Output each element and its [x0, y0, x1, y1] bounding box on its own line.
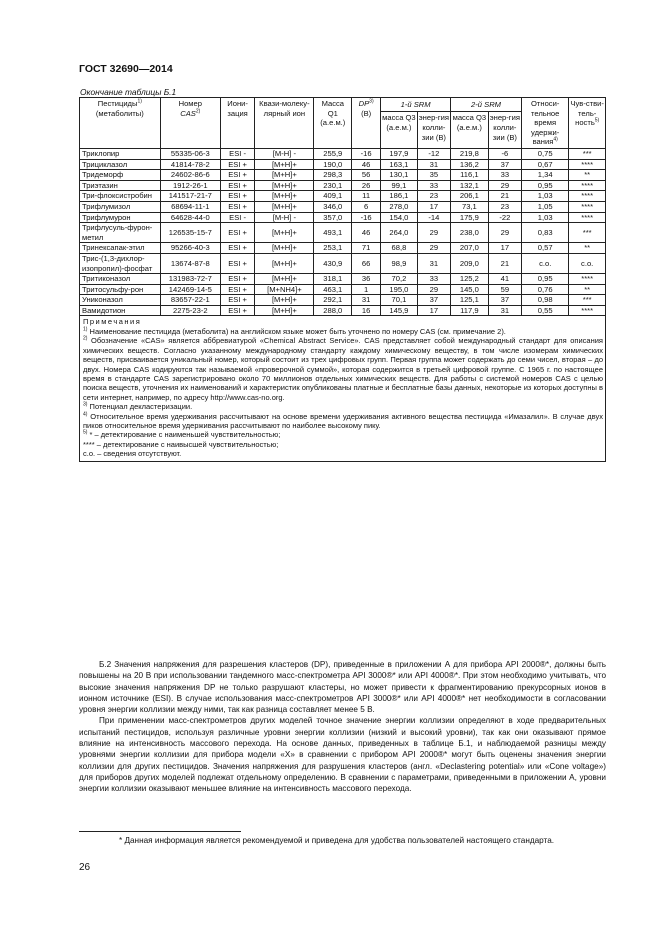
cell-eb: 59 [488, 284, 521, 295]
cell-ea: 33 [417, 274, 450, 285]
cell-dp: 66 [352, 253, 381, 273]
cell-q3b: 207,0 [451, 243, 489, 254]
srm2-mass-q3-header: масса Q3 (а.е.м.) [451, 112, 489, 149]
cell-sens: *** [569, 148, 606, 159]
cell-sens: **** [569, 180, 606, 191]
cell-quasi: [M+H]+ [255, 180, 314, 191]
cell-quasi: [M-H] - [255, 148, 314, 159]
cell-cas: 1912-26-1 [160, 180, 220, 191]
cell-cas: 55335-06-3 [160, 148, 220, 159]
cell-ion: ESI + [220, 243, 254, 254]
cell-eb: 21 [488, 253, 521, 273]
note-5c: с.о. – сведения отсутствуют. [83, 449, 182, 459]
cell-sens: **** [569, 201, 606, 212]
cell-name: Триклопир [80, 148, 161, 159]
cell-q3a: 186,1 [381, 191, 418, 202]
cell-mass: 253,1 [314, 243, 352, 254]
cell-name: Трифлумурон [80, 212, 161, 223]
cell-name: Три-флоксистробин [80, 191, 161, 202]
pesticide-table [79, 97, 606, 462]
cell-dp: 26 [352, 180, 381, 191]
cell-q3b: 206,1 [451, 191, 489, 202]
cell-mass: 493,1 [314, 223, 352, 243]
cell-q3b: 238,0 [451, 223, 489, 243]
col-retention-header [522, 98, 569, 149]
cell-dp: 36 [352, 274, 381, 285]
cell-q3a: 99,1 [381, 180, 418, 191]
cell-ea: 17 [417, 201, 450, 212]
table-caption: Окончание таблицы Б.1 [80, 87, 177, 97]
table-notes [80, 316, 606, 461]
cell-ea: 37 [417, 295, 450, 306]
table-row [80, 295, 606, 306]
col-cas-header [160, 98, 220, 149]
cell-mass: 298,3 [314, 170, 352, 181]
cell-cas: 2275-23-2 [160, 305, 220, 316]
table-row [80, 253, 606, 273]
paragraph-b2: Б.2 Значения напряжения для разрешения кластеров (DP), приведенные в приложении А для прибора API 2000®*, должны быть повышены на 20 В при использовании тандемного масс-спектрометра API 3000®* или API 4000®*. При этом необходимо учитывать, что высокие значения напряжения DP не только разрушают кластеры, но может привести к фрагментированию прекурсорных ионов в ионном источнике (ESI). В случае использования масс-спектрометров API 3000®* или API 4000®* нет необходимости в согласовании уровня энергии коллизии между ними, так как разница составляет менее 5 В. [79, 660, 606, 715]
cell-rt: 0,95 [522, 274, 569, 285]
footnote-rule [79, 831, 241, 832]
cell-q3b: 145,0 [451, 284, 489, 295]
table-row [80, 159, 606, 170]
cell-ion: ESI + [220, 284, 254, 295]
col-sensitivity-label: Чув-стви-тель-ность [570, 99, 604, 128]
cell-mass: 409,1 [314, 191, 352, 202]
cell-dp: 46 [352, 159, 381, 170]
footnote-ref-3: 3) [369, 98, 374, 105]
table-row [80, 274, 606, 285]
cell-q3b: 73,1 [451, 201, 489, 212]
srm1-mass-q3-header: масса Q3 (а.е.м.) [381, 112, 418, 149]
cell-mass: 255,9 [314, 148, 352, 159]
cell-ion: ESI + [220, 253, 254, 273]
cell-mass: 292,1 [314, 295, 352, 306]
cell-cas: 141517-21-7 [160, 191, 220, 202]
table-row [80, 284, 606, 295]
cell-q3a: 70,1 [381, 295, 418, 306]
table-row [80, 191, 606, 202]
cell-dp: 71 [352, 243, 381, 254]
cell-q3b: 219,8 [451, 148, 489, 159]
table-row [80, 180, 606, 191]
cell-cas: 13674-87-8 [160, 253, 220, 273]
footnote-ref-2: 2) [195, 108, 201, 115]
cell-ion: ESI + [220, 191, 254, 202]
cell-cas: 131983-72-7 [160, 274, 220, 285]
standard-header: ГОСТ 32690—2014 [79, 63, 173, 75]
col-pesticide-label: Пестициды [97, 99, 138, 108]
cell-quasi: [M+H]+ [255, 201, 314, 212]
cell-q3a: 197,9 [381, 148, 418, 159]
col-dp-unit: (В) [361, 108, 372, 118]
srm1-label: 1-й SRM [400, 99, 431, 109]
cell-mass: 318,1 [314, 274, 352, 285]
cell-cas: 142469-14-5 [160, 284, 220, 295]
note-2: $^{2)}$ Обозначение «CAS» является аббревиатурой «Chemical Abstract Service». CAS представляет собой международный стандарт для описания химических веществ. Согласно указанному международному стандарту каждому химическому веществу, в том числе изомерам химических веществ, присваивается уникальный номер, который состоит из трех цифровых групп. Первая группа может содержать до семи чисел, вторая – до двух. Номера CAS кодируются так называемой «проверочной суммой», которая содержится в третьей цифровой группе. С 1965 г. по настоящее время в стандарте CAS зарегистрировано около 70 миллионов отдельных химических веществ. Для работы с системой номеров CAS с целью поиска веществ, уточнения их наименований и характеристик опубликованы платные и бесплатные базы данных, некоторые из которых доступны в сети интернет, например, по адресу http://www.cas-no.org. [83, 335, 603, 402]
cell-quasi: [M+H]+ [255, 170, 314, 181]
cell-sens: с.о. [569, 253, 606, 273]
notes-row [80, 316, 606, 461]
cell-rt: 0,98 [522, 295, 569, 306]
cell-eb: 23 [488, 201, 521, 212]
cell-name: Трис-(1,3-дихлор-изопропил)-фосфат [80, 253, 161, 273]
col-retention-label: Относи-тельное время удержи-вания [530, 99, 560, 147]
cell-q3a: 130,1 [381, 170, 418, 181]
cell-q3b: 209,0 [451, 253, 489, 273]
cell-q3a: 264,0 [381, 223, 418, 243]
srm1-header [381, 98, 451, 112]
cell-quasi: [M+H]+ [255, 295, 314, 306]
col-sensitivity-header [569, 98, 606, 149]
cell-ion: ESI + [220, 305, 254, 316]
col-cas-label: Номер [178, 99, 202, 108]
cell-quasi: [M+H]+ [255, 243, 314, 254]
note-5b: **** – детектирование с наивысшей чувствительностью; [83, 439, 279, 449]
cell-eb: 17 [488, 243, 521, 254]
col-mass-q1-header: Масса Q1 (а.е.м.) [314, 98, 352, 149]
cell-ion: ESI - [220, 212, 254, 223]
col-dp-label: DP [358, 99, 370, 108]
cell-eb: 21 [488, 191, 521, 202]
table-row [80, 148, 606, 159]
table-row [80, 212, 606, 223]
cell-eb: 37 [488, 295, 521, 306]
cell-quasi: [M+H]+ [255, 223, 314, 243]
cell-cas: 24602-86-6 [160, 170, 220, 181]
cell-rt: 0,57 [522, 243, 569, 254]
cell-cas: 95266-40-3 [160, 243, 220, 254]
cell-quasi: [M+H]+ [255, 274, 314, 285]
cell-dp: 56 [352, 170, 381, 181]
cell-ea: 31 [417, 253, 450, 273]
footnote-ref-1: 1) [137, 98, 142, 105]
cell-rt: 0,75 [522, 148, 569, 159]
page-number: 26 [79, 862, 91, 873]
note-5: $^{5)}$ * – детектирование с наименьшей чувствительностью; [83, 429, 281, 440]
cell-ea: -12 [417, 148, 450, 159]
cell-rt: 0,67 [522, 159, 569, 170]
cell-dp: 16 [352, 305, 381, 316]
cell-rt: 1,34 [522, 170, 569, 181]
cell-mass: 346,0 [314, 201, 352, 212]
table-row [80, 305, 606, 316]
cell-q3b: 132,1 [451, 180, 489, 191]
cell-name: Тринексапак-этил [80, 243, 161, 254]
cell-rt: 0,55 [522, 305, 569, 316]
cell-sens: **** [569, 305, 606, 316]
cell-eb: 37 [488, 159, 521, 170]
cell-eb: 29 [488, 223, 521, 243]
cell-ea: 29 [417, 284, 450, 295]
cell-ea: 29 [417, 243, 450, 254]
body-text [79, 659, 606, 795]
cell-rt: с.о. [522, 253, 569, 273]
cell-name: Трифлусуль-фурон-метил [80, 223, 161, 243]
cell-dp: -16 [352, 148, 381, 159]
cell-name: Тритосульфу-рон [80, 284, 161, 295]
cell-name: Тритиконазол [80, 274, 161, 285]
cell-cas: 41814-78-2 [160, 159, 220, 170]
cell-dp: -16 [352, 212, 381, 223]
footnote-ref-4: 4) [553, 136, 558, 143]
cell-rt: 0,83 [522, 223, 569, 243]
cell-sens: ** [569, 243, 606, 254]
col-quasi-ion-header: Квази-молеку-лярный ион [255, 98, 314, 149]
cell-quasi: [M+H]+ [255, 305, 314, 316]
cell-name: Вамидотион [80, 305, 161, 316]
cell-name: Триэтазин [80, 180, 161, 191]
cell-mass: 288,0 [314, 305, 352, 316]
cell-dp: 1 [352, 284, 381, 295]
notes-title: Примечания [83, 317, 142, 327]
cell-rt: 1,03 [522, 191, 569, 202]
cell-ea: 29 [417, 223, 450, 243]
cell-sens: **** [569, 191, 606, 202]
table-row [80, 243, 606, 254]
note-1: $^{1)}$ Наименование пестицида (метаболита) на английском языке может быть уточнено по номеру CAS (см. примечание 2). [83, 326, 506, 336]
cell-name: Трифлумизол [80, 201, 161, 212]
cell-dp: 31 [352, 295, 381, 306]
cell-name: Тридеморф [80, 170, 161, 181]
cell-cas: 64628-44-0 [160, 212, 220, 223]
cell-rt: 0,95 [522, 180, 569, 191]
cell-q3b: 117,9 [451, 305, 489, 316]
cell-ea: 31 [417, 159, 450, 170]
cell-eb: 33 [488, 170, 521, 181]
table-row [80, 223, 606, 243]
cell-eb: 41 [488, 274, 521, 285]
footnote-ref-5: 5) [594, 117, 600, 124]
cell-quasi: [M+H]+ [255, 253, 314, 273]
cell-q3b: 175,9 [451, 212, 489, 223]
cell-q3a: 98,9 [381, 253, 418, 273]
cell-sens: ** [569, 284, 606, 295]
cell-q3a: 145,9 [381, 305, 418, 316]
col-dp-header [352, 98, 381, 149]
paragraph-2: При применении масс-спектрометров других моделей точное значение энергии коллизии определяют в ходе предварительных испытаний пестицидов, используя различные уровни энергии коллизии (низкий и высокий уровни), так как они оказывают прямое влияние на интенсивность массового перехода. На основе данных, приведенных в таблице Б.1, и наблюдаемой разницы между уровнями энергии коллизии для прибора модели «X» в сравнении с прибором API 2000®* могут быть оценены значения энергии коллизии для других пестицидов. Значения напряжения для разрушения кластеров (англ. «Declastering potential» или «Cone voltage») для приборов других моделей подлежат отдельному определению. В сравнении с параметрами, приведенными в приложении А, уровни энергии коллизии оказывают меньшее влияние на интенсивность массового перехода. [79, 716, 606, 794]
cell-sens: **** [569, 274, 606, 285]
cell-ea: 23 [417, 191, 450, 202]
srm1-energy-header: энер-гия колли-зии (В) [417, 112, 450, 149]
cell-q3a: 163,1 [381, 159, 418, 170]
cell-eb: 29 [488, 180, 521, 191]
col-cas-sub: CAS [180, 108, 196, 118]
cell-mass: 190,0 [314, 159, 352, 170]
cell-ea: 33 [417, 180, 450, 191]
cell-name: Униконазол [80, 295, 161, 306]
cell-eb: 31 [488, 305, 521, 316]
cell-ion: ESI + [220, 274, 254, 285]
srm2-energy-header: энер-гия колли-зии (В) [488, 112, 521, 149]
note-4: $^{4)}$ Относительное время удерживания рассчитывают на основе времени удерживания активного вещества пестицида «Имазалил». В случае двух пиков относительное время удерживания рассчитывают по наиболее высокому пику. [83, 411, 604, 430]
cell-rt: 1,03 [522, 212, 569, 223]
cell-q3b: 136,2 [451, 159, 489, 170]
cell-q3a: 154,0 [381, 212, 418, 223]
cell-cas: 68694-11-1 [160, 201, 220, 212]
cell-eb: -6 [488, 148, 521, 159]
cell-q3b: 125,1 [451, 295, 489, 306]
col-pesticide-header [80, 98, 161, 149]
cell-rt: 1,05 [522, 201, 569, 212]
cell-quasi: [M+H]+ [255, 159, 314, 170]
cell-ion: ESI - [220, 148, 254, 159]
cell-sens: **** [569, 212, 606, 223]
cell-mass: 463,1 [314, 284, 352, 295]
cell-sens: *** [569, 295, 606, 306]
cell-name: Трициклазол [80, 159, 161, 170]
table-row [80, 201, 606, 212]
cell-q3b: 116,1 [451, 170, 489, 181]
cell-dp: 46 [352, 223, 381, 243]
cell-mass: 357,0 [314, 212, 352, 223]
srm2-label: 2-й SRM [471, 99, 502, 109]
cell-q3a: 68,8 [381, 243, 418, 254]
cell-ion: ESI + [220, 223, 254, 243]
cell-mass: 230,1 [314, 180, 352, 191]
cell-q3b: 125,2 [451, 274, 489, 285]
cell-quasi: [M+H]+ [255, 191, 314, 202]
cell-sens: *** [569, 223, 606, 243]
cell-sens: ** [569, 170, 606, 181]
col-pesticide-sub: (метаболиты) [95, 108, 144, 118]
cell-mass: 430,9 [314, 253, 352, 273]
srm2-header [451, 98, 522, 112]
cell-cas: 83657-22-1 [160, 295, 220, 306]
cell-q3a: 195,0 [381, 284, 418, 295]
table-row [80, 170, 606, 181]
cell-quasi: [M-H] - [255, 212, 314, 223]
note-3: $^{3)}$ Потенциал декластеризации. [83, 401, 193, 412]
footnote: * Данная информация является рекомендуемой и приведена для удобства пользователей настоящего стандарта. [119, 836, 555, 845]
cell-q3a: 70,2 [381, 274, 418, 285]
cell-dp: 11 [352, 191, 381, 202]
cell-quasi: [M+NH4]+ [255, 284, 314, 295]
cell-ion: ESI + [220, 201, 254, 212]
cell-ion: ESI + [220, 295, 254, 306]
cell-dp: 6 [352, 201, 381, 212]
cell-cas: 126535-15-7 [160, 223, 220, 243]
cell-eb: -22 [488, 212, 521, 223]
cell-ea: 35 [417, 170, 450, 181]
cell-rt: 0,76 [522, 284, 569, 295]
cell-q3a: 278,0 [381, 201, 418, 212]
cell-ea: 17 [417, 305, 450, 316]
cell-ion: ESI + [220, 159, 254, 170]
cell-sens: **** [569, 159, 606, 170]
header-row-1 [80, 98, 606, 112]
cell-ion: ESI + [220, 170, 254, 181]
col-ionization-header: Иони-зация [220, 98, 254, 149]
cell-ion: ESI + [220, 180, 254, 191]
cell-ea: -14 [417, 212, 450, 223]
